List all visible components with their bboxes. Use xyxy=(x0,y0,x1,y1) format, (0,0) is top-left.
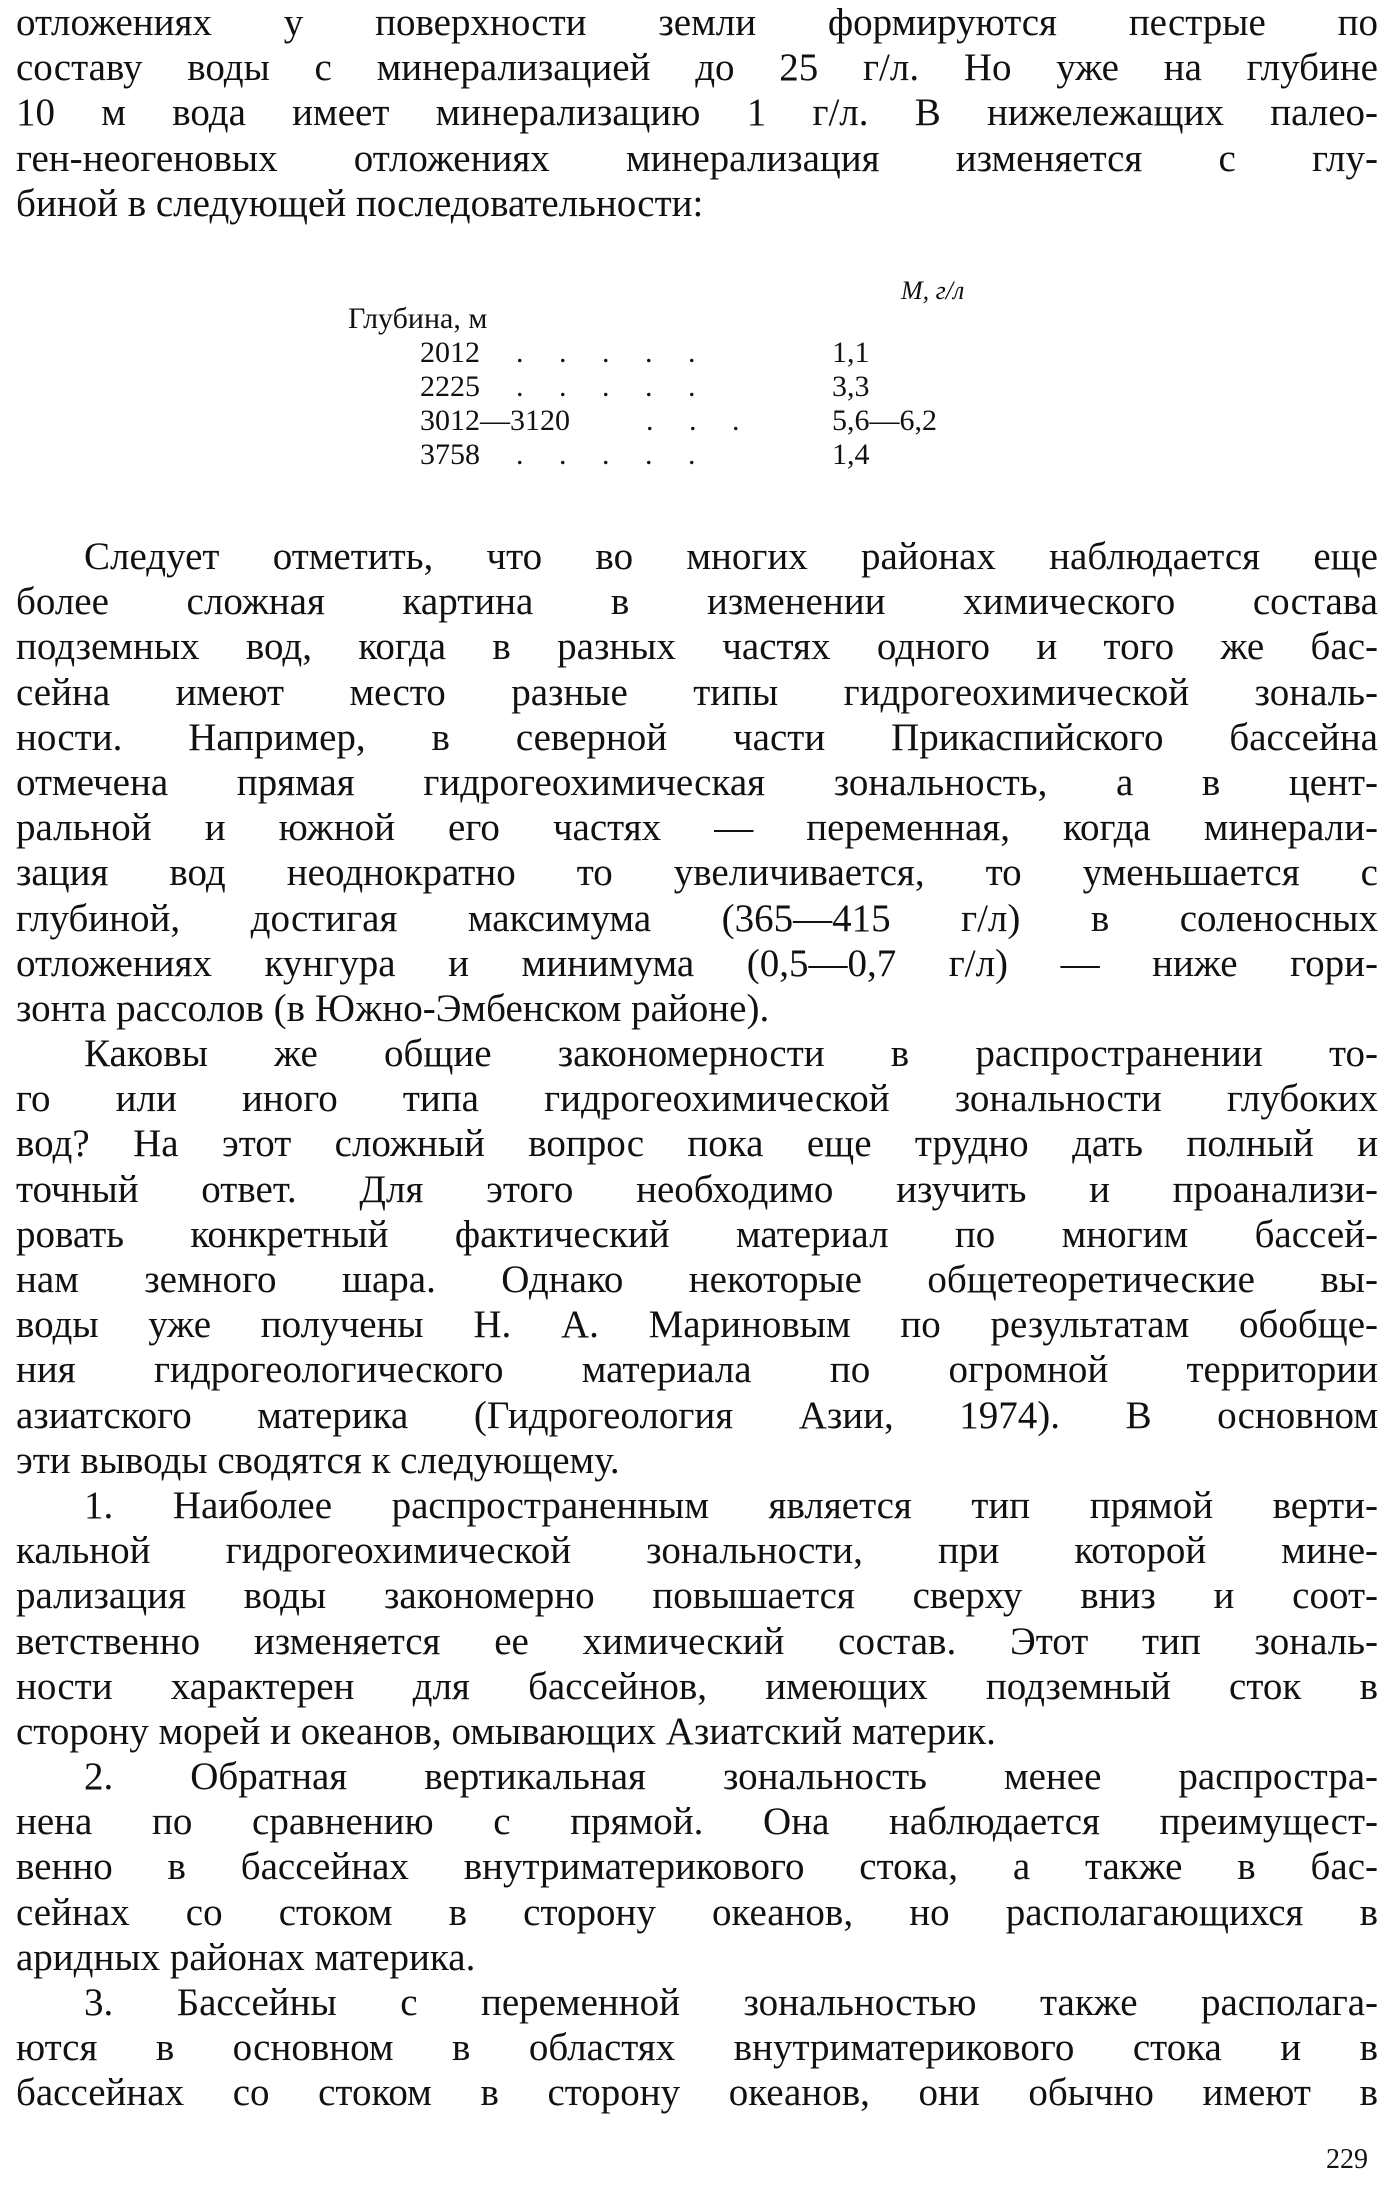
body-paragraph xyxy=(16,1031,1378,1483)
list-item-3 xyxy=(16,1980,1378,2116)
text-line: азиатского материка (Гидрогеология Азии, 1974). В основном xyxy=(16,1393,1378,1437)
text-line: отложениях кунгура и минимума (0,5—0,7 г/л) — ниже гори- xyxy=(16,941,1378,985)
text-line: отложениях у поверхности земли формируются пестрые по xyxy=(16,1,1378,44)
text-line: 1. Наиболее распространенным является тип прямой верти- xyxy=(84,1484,1378,1527)
text-line: сейна имеют место разные типы гидрогеохимической зональ- xyxy=(16,670,1378,714)
text-line: ген-неогеновых отложениях минерализация изменяется с глу- xyxy=(16,136,1378,180)
list-item-1 xyxy=(16,1483,1378,1754)
text-line: ются в основном в областях внутриматерикового стока и в xyxy=(16,2026,1378,2070)
depth-value: 3758 xyxy=(420,438,480,471)
table-header-depth: Глубина, м xyxy=(348,302,488,335)
text-line: венно в бассейнах внутриматерикового стока, а также в бас- xyxy=(16,1845,1378,1889)
text-line: ния гидрогеологического материала по огромной территории xyxy=(16,1348,1378,1392)
text-line: кальной гидрогеохимической зональности, при которой мине- xyxy=(16,1529,1378,1573)
text-line: бассейнах со стоком в сторону океанов, они обычно имеют в xyxy=(16,2071,1378,2115)
depth-value: 2225 xyxy=(420,370,480,403)
m-value: 1,4 xyxy=(832,438,870,471)
text-line: биной в следующей последовательности: xyxy=(16,181,704,225)
text-line: ности характерен для бассейнов, имеющих подземный сток в xyxy=(16,1664,1378,1708)
page-number: 229 xyxy=(1326,2144,1368,2175)
text-line: ветственно изменяется ее химический состав. Этот тип зональ- xyxy=(16,1619,1378,1663)
table-header-m: М, г/л xyxy=(901,276,965,305)
text-line: нам земного шара. Однако некоторые общетеоретические вы- xyxy=(16,1258,1378,1302)
m-value: 3,3 xyxy=(832,370,870,403)
text-line: го или иного типа гидрогеохимической зональности глубоких xyxy=(16,1077,1378,1121)
body-paragraph xyxy=(16,534,1378,1031)
text-line: сторону морей и океанов, омывающих Азиатский материк. xyxy=(16,1710,996,1754)
text-line: зонта рассолов (в Южно-Эмбенском районе). xyxy=(16,987,770,1031)
text-line: зация вод неоднократно то увеличивается, то уменьшается с xyxy=(16,851,1378,895)
text-line: точный ответ. Для этого необходимо изучить и проанализи- xyxy=(16,1167,1378,1211)
text-line: Каковы же общие закономерности в распространении то- xyxy=(84,1032,1378,1075)
leader-dots: . . . . . xyxy=(516,370,710,403)
text-line: Следует отметить, что во многих районах наблюдается еще xyxy=(84,535,1378,578)
m-value: 5,6—6,2 xyxy=(832,404,937,437)
text-line: отмечена прямая гидрогеохимическая зональность, а в цент- xyxy=(16,761,1378,805)
text-line: аридных районах материка. xyxy=(16,1935,476,1979)
leader-dots: . . . . . xyxy=(516,336,710,369)
text-line: 3. Бассейны с переменной зональностью также располага- xyxy=(84,1981,1378,2024)
list-item-2 xyxy=(16,1754,1378,1980)
leader-dots: . . . . . xyxy=(516,438,710,471)
text-line: ности. Например, в северной части Прикаспийского бассейна xyxy=(16,715,1378,759)
depth-value: 2012 xyxy=(420,336,480,369)
intro-paragraph xyxy=(16,0,1378,226)
text-line: 2. Обратная вертикальная зональность менее распростра- xyxy=(84,1755,1378,1798)
text-line: вод? На этот сложный вопрос пока еще трудно дать полный и xyxy=(16,1122,1378,1166)
text-line: более сложная картина в изменении химического состава xyxy=(16,580,1378,624)
text-line: составу воды с минерализацией до 25 г/л. Но уже на глубине xyxy=(16,46,1378,90)
text-line: ровать конкретный фактический материал по многим бассей- xyxy=(16,1212,1378,1256)
text-line: глубиной, достигая максимума (365—415 г/л) в соленосных xyxy=(16,896,1378,940)
text-line: нена по сравнению с прямой. Она наблюдается преимущест- xyxy=(16,1800,1378,1844)
text-line: подземных вод, когда в разных частях одного и того же бас- xyxy=(16,625,1378,669)
leader-dots: . . . xyxy=(646,404,754,437)
text-line: ральной и южной его частях — переменная, когда минерали- xyxy=(16,806,1378,850)
text-line: рализация воды закономерно повышается сверху вниз и соот- xyxy=(16,1574,1378,1618)
text-line: эти выводы сводятся к следующему. xyxy=(16,1438,620,1482)
depth-value: 3012—3120 xyxy=(420,404,570,437)
text-line: сейнах со стоком в сторону океанов, но располагающихся в xyxy=(16,1890,1378,1934)
text-line: 10 м вода имеет минерализацию 1 г/л. В нижележащих палео- xyxy=(16,91,1378,135)
m-value: 1,1 xyxy=(832,336,870,369)
text-line: воды уже получены Н. А. Мариновым по результатам обобще- xyxy=(16,1303,1378,1347)
